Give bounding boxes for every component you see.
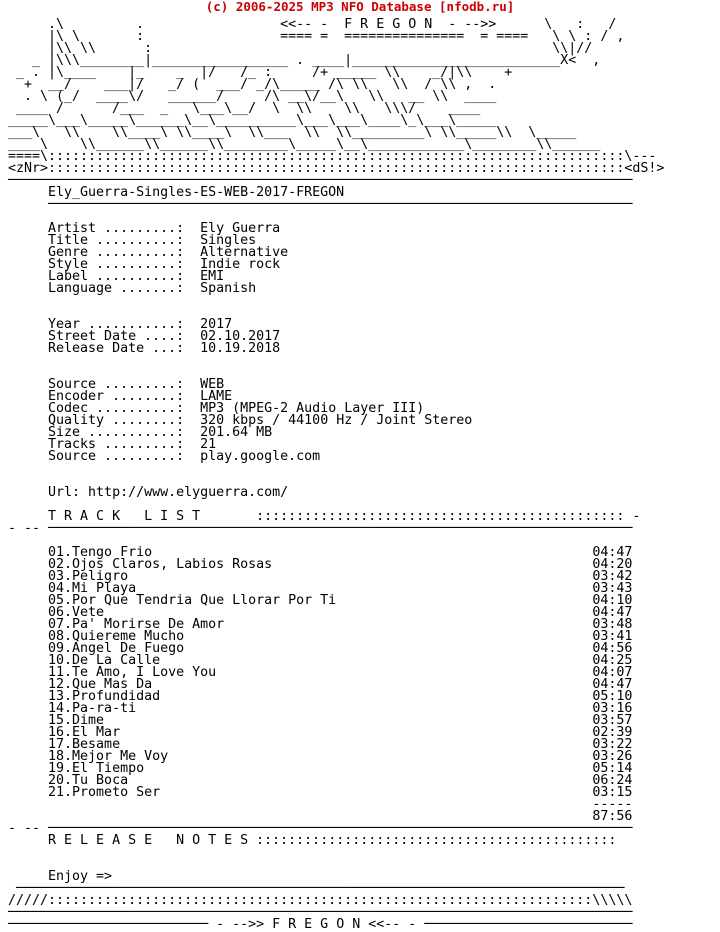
divider: ────────────────────────────────────────────────────────────────────────────── bbox=[8, 905, 633, 920]
track-title: 09.Angel De Fuego bbox=[48, 641, 185, 656]
track-title: 20.Tu Boca bbox=[48, 773, 129, 788]
track-time: 05:14 bbox=[592, 761, 633, 776]
ascii-art-line: .\ . <<-- - F R E G O N - -->> \ : / bbox=[8, 17, 617, 32]
ascii-art-line: ____ / /___ _ \___\__/ \ \\ \\ \\\/ ____ bbox=[8, 101, 481, 116]
track-time: 04:47 bbox=[592, 605, 633, 620]
divider: ───────────────────────────────────────────────────────────────────────── bbox=[8, 197, 633, 212]
track-title: 05.Por Que Tendria Que Llorar Por Ti bbox=[48, 593, 337, 608]
colon-rule: :::::::::::::::::::::::::::::::::::::::::::::: - bbox=[256, 509, 641, 524]
track-title: 17.Besame bbox=[48, 737, 121, 752]
track-title: 11.Te Amo, I Love You bbox=[48, 665, 217, 680]
info-value: play.google.com bbox=[200, 449, 321, 464]
site-header: (c) 2006-2025 MP3 NFO Database [nfodb.ru] bbox=[205, 0, 515, 14]
ascii-art-line: _____\___\_____\______\__\__________\___\___\____\_\___\_____ bbox=[8, 113, 497, 128]
footer-rule: /////::::::::::::::::::::::::::::::::::::::::::::::::::::::::::::::::::::\\\\\ bbox=[8, 893, 633, 908]
track-title: 06.Vete bbox=[48, 605, 105, 620]
info-label: Title ..........: bbox=[48, 233, 185, 248]
info-value: EMI bbox=[200, 269, 225, 284]
track-title: 12.Que Mas Da bbox=[48, 677, 153, 692]
track-title: 14.Pa-ra-ti bbox=[48, 701, 137, 716]
info-value: Ely Guerra bbox=[200, 221, 281, 236]
ascii-art-line: |\ \ : ==== = =============== = ==== \ \ : / , bbox=[8, 29, 625, 44]
ascii-art-line: <zNr>::::::::::::::::::::::::::::::::::::::::::::::::::::::::::::::::::::::::<dS!> bbox=[8, 161, 665, 176]
release-notes-text: Enjoy => bbox=[48, 869, 113, 884]
track-time: 04:25 bbox=[592, 653, 633, 668]
track-time: 04:10 bbox=[592, 593, 633, 608]
track-row bbox=[8, 785, 632, 800]
footer-brand: - -->> F R E G O N <<-- - bbox=[216, 917, 417, 932]
track-title: 03.Peligro bbox=[48, 569, 129, 584]
track-title: 02.Ojos Claros, Labios Rosas bbox=[48, 557, 273, 572]
ascii-art-line: ====\::::::::::::::::::::::::::::::::::::::::::::::::::::::::::::::::::::::::\--- bbox=[8, 149, 657, 164]
url-line: Url: http://www.elyguerra.com/ bbox=[48, 485, 289, 500]
divider: - -- ───────────────────────────────────────────────────────────────────────── bbox=[8, 521, 633, 536]
info-label: Label ..........: bbox=[48, 269, 185, 284]
info-value: 02.10.2017 bbox=[200, 329, 281, 344]
divider: ──────────────────────────────────────────────────────────────────────────── bbox=[16, 881, 625, 896]
info-label: Source .........: bbox=[48, 449, 185, 464]
tech-block bbox=[8, 377, 472, 464]
ascii-art-line: + __/ ___|/ _/ ( ___/ _/\_____ /\ \\ \\ / \\ , . bbox=[8, 77, 497, 92]
tracklist-header: T R A C K L I S T bbox=[48, 509, 201, 524]
info-value: 2017 bbox=[200, 317, 233, 332]
track-time: 05:10 bbox=[592, 689, 633, 704]
divider: ----- bbox=[592, 797, 633, 812]
track-title: 16.El Mar bbox=[48, 725, 121, 740]
ascii-art-line: |\\ \\ : \\|// bbox=[8, 41, 593, 56]
track-list bbox=[8, 545, 632, 800]
track-time: 03:57 bbox=[592, 713, 633, 728]
track-time: 04:07 bbox=[592, 665, 633, 680]
info-label: Year ...........: bbox=[48, 317, 185, 332]
track-time: 02:39 bbox=[592, 725, 633, 740]
nfo-text bbox=[8, 19, 664, 931]
colon-rule: ::::::::::::::::::::::::::::::::::::::::::::: bbox=[256, 833, 617, 848]
track-time: 04:56 bbox=[592, 641, 633, 656]
info-value: WEB bbox=[200, 377, 225, 392]
info-value: MP3 (MPEG-2 Audio Layer III) bbox=[200, 401, 425, 416]
info-value: Indie rock bbox=[200, 257, 281, 272]
info-value: Alternative bbox=[200, 245, 289, 260]
info-value: 21 bbox=[200, 437, 217, 452]
track-time: 03:22 bbox=[592, 737, 633, 752]
ascii-art-line: _ |\\\________|_________________ . ____|__________________________X< , bbox=[8, 53, 601, 68]
track-title: 01.Tengo Frio bbox=[48, 545, 153, 560]
info-label: Codec ..........: bbox=[48, 401, 185, 416]
track-title: 15.Dime bbox=[48, 713, 105, 728]
track-time: 06:24 bbox=[592, 773, 633, 788]
track-time: 03:48 bbox=[592, 617, 633, 632]
info-label: Language .......: bbox=[48, 281, 185, 296]
track-time: 03:43 bbox=[592, 581, 633, 596]
track-time: 04:47 bbox=[592, 545, 633, 560]
track-title: 10.De La Calle bbox=[48, 653, 161, 668]
info-label: Source .........: bbox=[48, 377, 185, 392]
track-time: 03:26 bbox=[592, 749, 633, 764]
total-time: 87:56 bbox=[592, 809, 633, 824]
info-label: Tracks .........: bbox=[48, 437, 185, 452]
track-time: 03:16 bbox=[592, 701, 633, 716]
track-time: 04:47 bbox=[592, 677, 633, 692]
track-title: 08.Quiereme Mucho bbox=[48, 629, 185, 644]
divider: ────────────────────────────────────────────────────────────────────────────── bbox=[8, 173, 633, 188]
track-title: 07.Pa' Morirse De Amor bbox=[48, 617, 225, 632]
info-label: Style ..........: bbox=[48, 257, 185, 272]
info-label: Release Date ...: bbox=[48, 341, 185, 356]
info-label: Artist .........: bbox=[48, 221, 185, 236]
info-value: Spanish bbox=[200, 281, 257, 296]
info-value: LAME bbox=[200, 389, 233, 404]
info-label: Quality ........: bbox=[48, 413, 185, 428]
footer-line-end: ────────────────────────── bbox=[416, 917, 633, 932]
track-title: 13.Profundidad bbox=[48, 689, 161, 704]
track-title: 21.Prometo Ser bbox=[48, 785, 161, 800]
info-label: Street Date ....: bbox=[48, 329, 185, 344]
footer-line: ───────────────────────── bbox=[8, 917, 217, 932]
track-time: 03:15 bbox=[592, 785, 633, 800]
track-time: 04:20 bbox=[592, 557, 633, 572]
ascii-art-logo bbox=[8, 17, 664, 176]
info-value: 320 kbps / 44100 Hz / Joint Stereo bbox=[200, 413, 473, 428]
ascii-art-line: . \ (_/ ____\/ ______/ /\ __\/__\ \\ __ \\ ____ bbox=[8, 89, 497, 104]
release-name: Ely_Guerra-Singles-ES-WEB-2017-FREGON bbox=[48, 185, 345, 200]
info-value: 10.19.2018 bbox=[200, 341, 281, 356]
track-title: 18.Mejor Me Voy bbox=[48, 749, 169, 764]
ascii-art-line: _ . |\____ |_ _ |/ /_ : /+ _____ \\ _/|\\ + bbox=[8, 65, 513, 80]
info-label: Encoder ........: bbox=[48, 389, 185, 404]
dates-block bbox=[8, 317, 280, 356]
track-time: 03:42 bbox=[592, 569, 633, 584]
ascii-art-line: ____\ \\______\\______\\________\_____\__\____________\________\\______ bbox=[8, 137, 601, 152]
info-label: Genre ..........: bbox=[48, 245, 185, 260]
info-block bbox=[8, 221, 288, 296]
info-value: Singles bbox=[200, 233, 257, 248]
info-value: 201.64 MB bbox=[200, 425, 273, 440]
info-label: Size ...........: bbox=[48, 425, 185, 440]
divider: - -- ───────────────────────────────────────────────────────────────────────── bbox=[8, 821, 633, 836]
track-time: 03:41 bbox=[592, 629, 633, 644]
track-title: 19.El Tiempo bbox=[48, 761, 145, 776]
ascii-art-line: ___\ \\ \\____\ \\____\ \\___ \\ \\_________\ \\_____\\ \_____ bbox=[8, 125, 577, 140]
track-title: 04.Mi Playa bbox=[48, 581, 137, 596]
release-notes-header: R E L E A S E N O T E S bbox=[48, 833, 249, 848]
